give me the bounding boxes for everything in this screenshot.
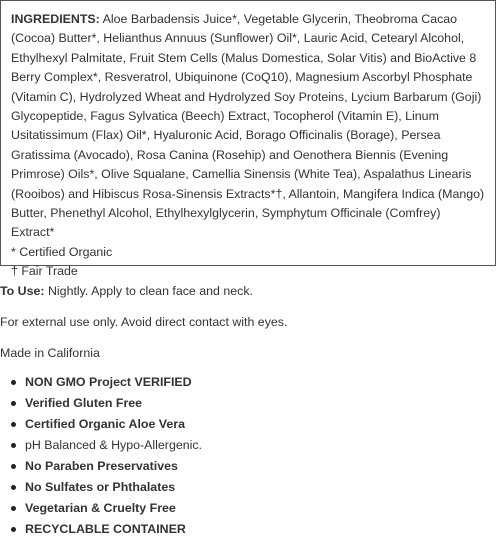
bullet-icon <box>11 422 16 427</box>
list-item <box>25 519 202 540</box>
ingredients-paragraph <box>11 10 487 243</box>
feature-text: RECYCLABLE CONTAINER <box>25 522 186 536</box>
bullet-icon <box>11 380 16 385</box>
bullet-icon <box>11 401 16 406</box>
ingredients-text: Aloe Barbadensis Juice*, Vegetable Glycerin, Theobroma Cacao (Cocoa) Butter*, Helianthus Annuus (Sunflower) Oil*, Lauric Acid, Cetearyl Alcohol, Ethylhexyl Palmitate, Fruit Stem Cells (Malus Domestica, Solar Vitis) and BioActive 8 Berry Complex*, Resveratrol, Ubiquinone (CoQ10), Magnesium Ascorbyl Phosphate (Vitamin C), Hydrolyzed Wheat and Hydrolyzed Soy Proteins, Lycium Barbarum (Goji) Glycopeptide, Fagus Sylvatica (Beech) Extract, Tocopherol (Vitamin E), Linum Usitatissimum (Flax) Oil*, Hyaluronic Acid, Borago Officinalis (Borage), Persea Gratissima (Avocado), Rosa Canina (Rosehip) and Oenothera Biennis (Evening Primrose) Oils*, Olive Squalane, Camellia Sinensis (White Tea), Aspalathus Linearis (Rooibos) and Hibiscus Rosa-Sinensis Extracts*†, Allantoin, Mangifera Indica (Mango) Butter, Phenethyl Alcohol, Ethylhexylglycerin, Symphytum Officinale (Comfrey) Extract* <box>11 12 485 240</box>
fair-trade-note: † Fair Trade <box>11 264 78 279</box>
list-item <box>25 477 202 498</box>
bullet-icon <box>11 527 16 532</box>
list-item <box>25 435 202 456</box>
list-item <box>25 393 202 414</box>
list-item <box>25 414 202 435</box>
list-item <box>25 456 202 477</box>
feature-text: Vegetarian & Cruelty Free <box>25 501 176 515</box>
feature-text: NON GMO Project VERIFIED <box>25 375 192 389</box>
feature-list <box>0 372 202 540</box>
certified-organic-note: * Certified Organic <box>11 244 113 259</box>
external-use-warning: For external use only. Avoid direct contact with eyes. <box>0 315 288 329</box>
list-item <box>25 498 202 519</box>
ingredients-label: INGREDIENTS: <box>11 12 100 26</box>
to-use-label: To Use: <box>0 284 45 298</box>
feature-text: Verified Gluten Free <box>25 396 143 410</box>
bullet-icon <box>11 464 16 469</box>
feature-text: Certified Organic Aloe Vera <box>25 417 185 431</box>
made-in-label: Made in California <box>0 346 100 360</box>
bullet-icon <box>11 485 16 490</box>
bullet-icon <box>11 443 16 448</box>
list-item <box>25 372 202 393</box>
bullet-icon <box>11 506 16 511</box>
feature-text: No Paraben Preservatives <box>25 459 178 473</box>
feature-text: No Sulfates or Phthalates <box>25 480 176 494</box>
to-use-line <box>0 283 253 299</box>
to-use-text: Nightly. Apply to clean face and neck. <box>44 284 253 298</box>
feature-text: pH Balanced & Hypo-Allergenic. <box>25 438 203 452</box>
